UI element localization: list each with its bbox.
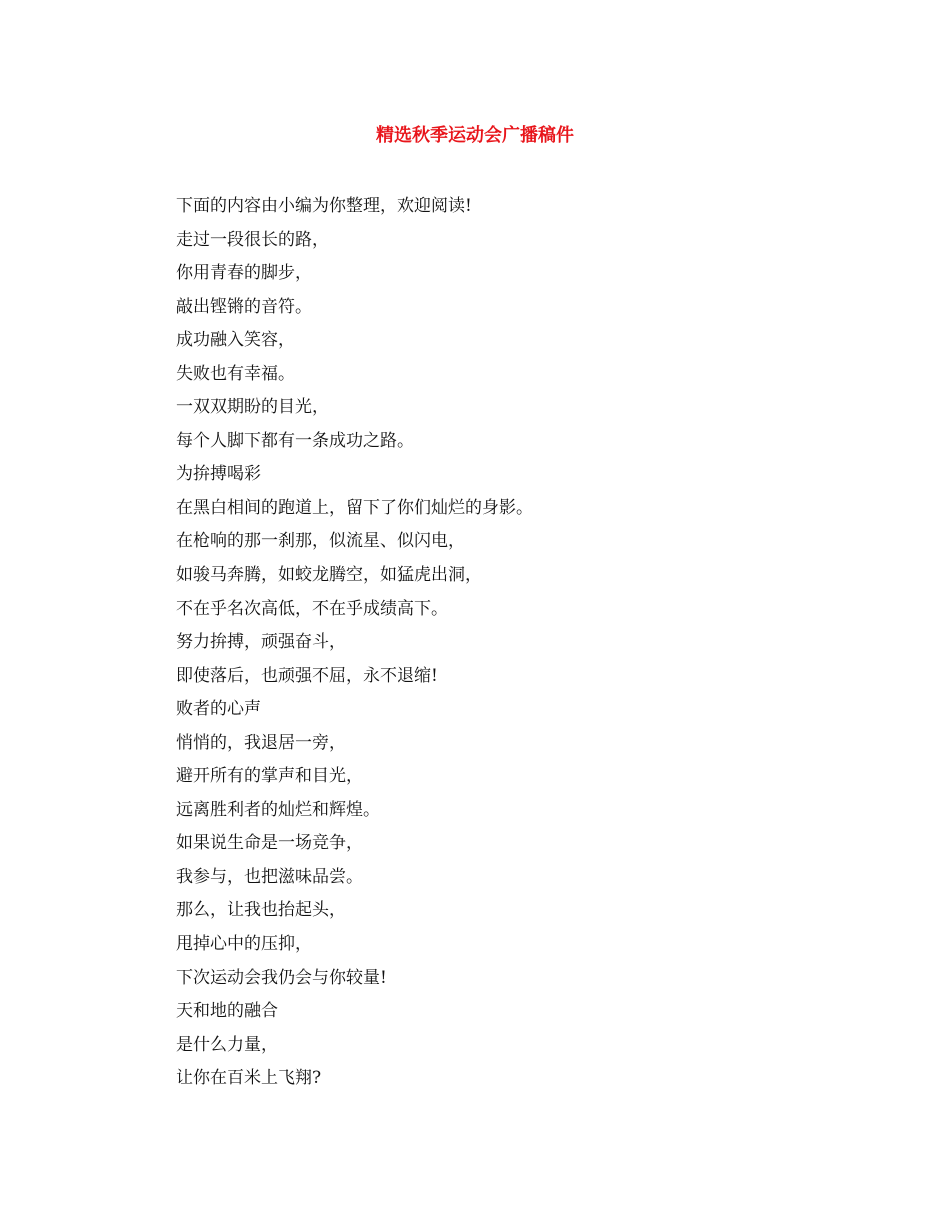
document-body (176, 193, 856, 1099)
text-line: 下面的内容由小编为你整理，欢迎阅读! (176, 196, 472, 216)
text-line: 每个人脚下都有一条成功之路。 (176, 430, 414, 451)
text-line: 避开所有的掌声和目光， (176, 766, 363, 787)
text-line: 败者的心声 (176, 699, 261, 720)
text-line: 在黑白相间的跑道上，留下了你们灿烂的身影。 (176, 497, 533, 518)
text-line: 天和地的融合 (176, 1001, 278, 1022)
text-line: 努力拚搏，顽强奋斗， (176, 632, 346, 653)
text-line: 让你在百米上飞翔? (176, 1068, 322, 1089)
text-line: 下次运动会我仍会与你较量! (176, 967, 387, 988)
text-line: 悄悄的，我退居一旁， (176, 732, 346, 753)
text-line: 甩掉心中的压抑， (176, 934, 312, 955)
text-line: 如果说生命是一场竞争， (176, 833, 363, 854)
text-line: 走过一段很长的路， (176, 229, 329, 250)
text-line: 我参与，也把滋味品尝。 (176, 866, 363, 887)
text-line: 是什么力量， (176, 1034, 278, 1055)
text-line: 不在乎名次高低，不在乎成绩高下。 (176, 598, 448, 619)
text-line: 失败也有幸福。 (176, 363, 295, 384)
text-line: 远离胜利者的灿烂和辉煌。 (176, 799, 380, 820)
text-line: 为拚搏喝彩 (176, 464, 261, 485)
text-line: 敲出铿锵的音符。 (176, 296, 312, 317)
text-line: 即使落后，也顽强不屈，永不退缩! (176, 665, 438, 686)
text-line: 成功融入笑容， (176, 330, 295, 351)
text-line: 那么，让我也抬起头， (176, 900, 346, 921)
text-line: 一双双期盼的目光， (176, 397, 329, 418)
text-line: 在枪响的那一刹那，似流星、似闪电， (176, 531, 465, 552)
text-line: 你用青春的脚步， (176, 263, 312, 284)
text-line: 如骏马奔腾，如蛟龙腾空，如猛虎出洞， (176, 565, 482, 586)
document-title: 精选秋季运动会广播稿件 (376, 125, 574, 146)
